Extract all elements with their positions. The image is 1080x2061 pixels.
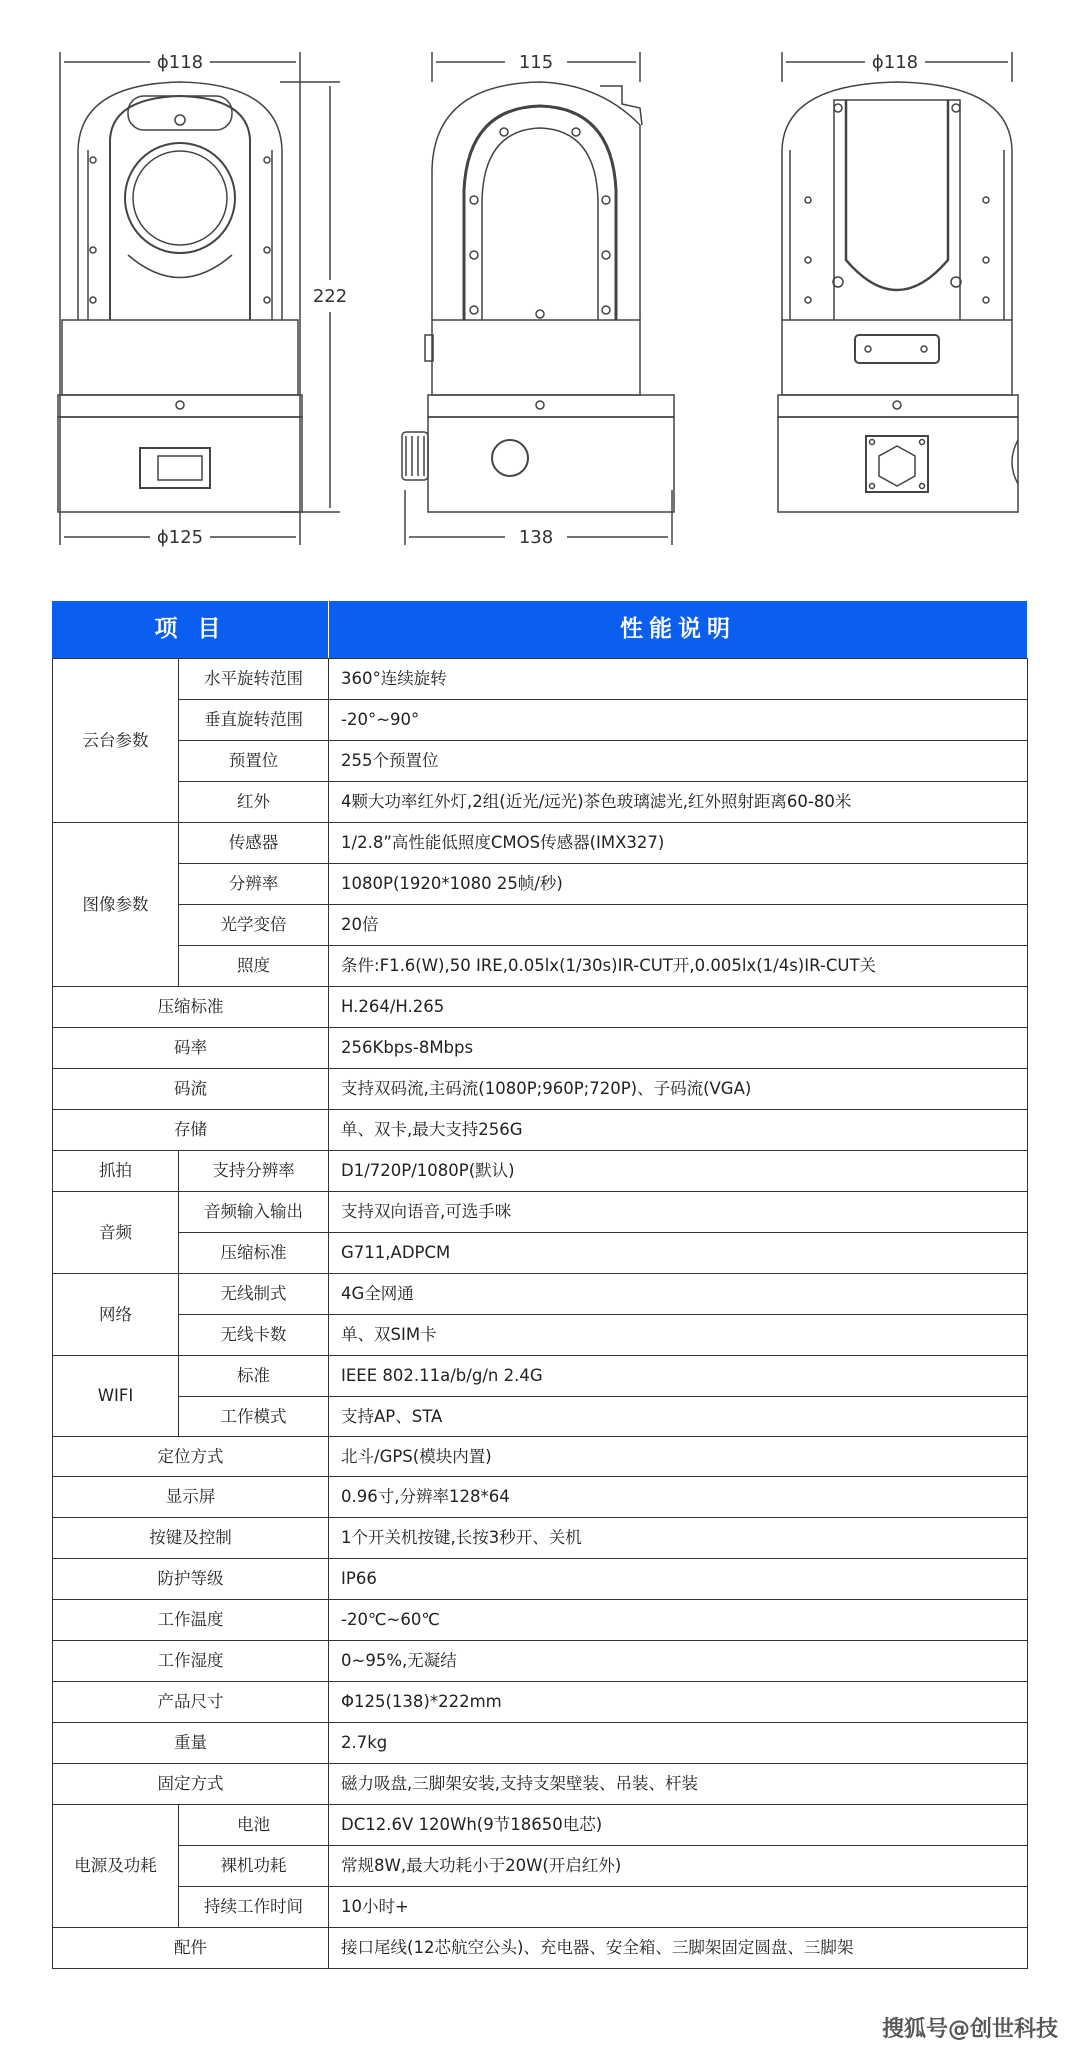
table-row xyxy=(53,1641,1028,1682)
value-cell: 1/2.8”高性能低照度CMOS传感器(IMX327) xyxy=(329,823,1028,864)
table-row xyxy=(53,1151,1028,1192)
value-cell: 磁力吸盘,三脚架安装,支持支架壁装、吊装、杆装 xyxy=(329,1764,1028,1805)
table-row xyxy=(53,1764,1028,1805)
category-cell: 显示屏 xyxy=(53,1477,329,1518)
back-top-dim: ϕ118 xyxy=(871,52,919,73)
table-row xyxy=(53,1437,1028,1477)
watermark-text: 搜狐号@创世科技 xyxy=(881,2017,1058,2042)
category-cell: 网络 xyxy=(53,1274,179,1356)
table-row xyxy=(53,987,1028,1028)
category-cell: 配件 xyxy=(53,1928,329,1969)
value-cell: 支持AP、STA xyxy=(329,1397,1028,1437)
value-cell: H.264/H.265 xyxy=(329,987,1028,1028)
value-cell: 256Kbps-8Mbps xyxy=(329,1028,1028,1069)
value-cell: IP66 xyxy=(329,1559,1028,1600)
sub-item-cell: 压缩标准 xyxy=(179,1233,329,1274)
table-row xyxy=(53,782,1028,823)
value-cell: G711,ADPCM xyxy=(329,1233,1028,1274)
table-row xyxy=(53,659,1028,700)
category-cell: 固定方式 xyxy=(53,1764,329,1805)
table-row xyxy=(53,1846,1028,1887)
sub-item-cell: 无线卡数 xyxy=(179,1315,329,1356)
category-cell: 定位方式 xyxy=(53,1437,329,1477)
table-row xyxy=(53,1356,1028,1397)
table-row xyxy=(53,1274,1028,1315)
category-cell: 产品尺寸 xyxy=(53,1682,329,1723)
table-row xyxy=(53,1518,1028,1559)
table-row xyxy=(53,1887,1028,1928)
side-top-dim: 115 xyxy=(518,52,554,73)
product-drawings xyxy=(0,0,1080,560)
sub-item-cell: 光学变倍 xyxy=(179,905,329,946)
value-cell: 0.96寸,分辨率128*64 xyxy=(329,1477,1028,1518)
table-row xyxy=(53,1600,1028,1641)
sub-item-cell: 无线制式 xyxy=(179,1274,329,1315)
sub-item-cell: 持续工作时间 xyxy=(179,1887,329,1928)
value-cell: 360°连续旋转 xyxy=(329,659,1028,700)
sub-item-cell: 预置位 xyxy=(179,741,329,782)
table-row xyxy=(53,823,1028,864)
value-cell: 2.7kg xyxy=(329,1723,1028,1764)
table-row xyxy=(53,1069,1028,1110)
category-cell: WIFI xyxy=(53,1356,179,1437)
value-cell: IEEE 802.11a/b/g/n 2.4G xyxy=(329,1356,1028,1397)
category-cell: 图像参数 xyxy=(53,823,179,987)
sub-item-cell: 标准 xyxy=(179,1356,329,1397)
value-cell: 支持双向语音,可选手咪 xyxy=(329,1192,1028,1233)
table-row xyxy=(53,741,1028,782)
category-cell: 存储 xyxy=(53,1110,329,1151)
table-row xyxy=(53,1723,1028,1764)
value-cell: -20°~90° xyxy=(329,700,1028,741)
category-cell: 抓拍 xyxy=(53,1151,179,1192)
value-cell: -20℃~60℃ xyxy=(329,1600,1028,1641)
sub-item-cell: 传感器 xyxy=(179,823,329,864)
side-bottom-dim: 138 xyxy=(518,527,554,548)
category-cell: 云台参数 xyxy=(53,659,179,823)
sub-item-cell: 电池 xyxy=(179,1805,329,1846)
category-cell: 码流 xyxy=(53,1069,329,1110)
front-view-drawing xyxy=(58,52,340,545)
table-row xyxy=(53,1315,1028,1356)
table-header-row xyxy=(53,602,1028,659)
value-cell: 1080P(1920*1080 25帧/秒) xyxy=(329,864,1028,905)
category-cell: 防护等级 xyxy=(53,1559,329,1600)
category-cell: 电源及功耗 xyxy=(53,1805,179,1928)
front-bottom-dim: ϕ125 xyxy=(156,527,204,548)
value-cell: 20倍 xyxy=(329,905,1028,946)
category-cell: 音频 xyxy=(53,1192,179,1274)
table-row xyxy=(53,1559,1028,1600)
header-item: 项 目 xyxy=(53,602,329,659)
spec-table xyxy=(52,601,1028,1969)
table-row xyxy=(53,864,1028,905)
value-cell: 0~95%,无凝结 xyxy=(329,1641,1028,1682)
table-row xyxy=(53,1028,1028,1069)
sub-item-cell: 音频输入输出 xyxy=(179,1192,329,1233)
value-cell: 单、双卡,最大支持256G xyxy=(329,1110,1028,1151)
value-cell: 单、双SIM卡 xyxy=(329,1315,1028,1356)
table-row xyxy=(53,1233,1028,1274)
category-cell: 码率 xyxy=(53,1028,329,1069)
table-row xyxy=(53,1477,1028,1518)
front-height-dim: 222 xyxy=(312,286,348,307)
category-cell: 工作湿度 xyxy=(53,1641,329,1682)
table-row xyxy=(53,946,1028,987)
value-cell: 接口尾线(12芯航空公头)、充电器、安全箱、三脚架固定圆盘、三脚架 xyxy=(329,1928,1028,1969)
category-cell: 重量 xyxy=(53,1723,329,1764)
value-cell: 常规8W,最大功耗小于20W(开启红外) xyxy=(329,1846,1028,1887)
table-row xyxy=(53,1397,1028,1437)
table-row xyxy=(53,1110,1028,1151)
value-cell: 4颗大功率红外灯,2组(近光/远光)茶色玻璃滤光,红外照射距离60-80米 xyxy=(329,782,1028,823)
table-row xyxy=(53,905,1028,946)
value-cell: 1个开关机按键,长按3秒开、关机 xyxy=(329,1518,1028,1559)
value-cell: D1/720P/1080P(默认) xyxy=(329,1151,1028,1192)
table-row xyxy=(53,700,1028,741)
value-cell: 条件:F1.6(W),50 IRE,0.05lx(1/30s)IR-CUT开,0.005lx(1/4s)IR-CUT关 xyxy=(329,946,1028,987)
back-view-drawing xyxy=(778,52,1018,512)
table-row xyxy=(53,1805,1028,1846)
value-cell: 255个预置位 xyxy=(329,741,1028,782)
value-cell: 支持双码流,主码流(1080P;960P;720P)、子码流(VGA) xyxy=(329,1069,1028,1110)
sub-item-cell: 工作模式 xyxy=(179,1397,329,1437)
category-cell: 按键及控制 xyxy=(53,1518,329,1559)
category-cell: 工作温度 xyxy=(53,1600,329,1641)
header-performance: 性能说明 xyxy=(329,602,1028,659)
table-row xyxy=(53,1192,1028,1233)
table-row xyxy=(53,1682,1028,1723)
value-cell: DC12.6V 120Wh(9节18650电芯) xyxy=(329,1805,1028,1846)
sub-item-cell: 水平旋转范围 xyxy=(179,659,329,700)
side-view-drawing xyxy=(402,52,674,545)
sub-item-cell: 照度 xyxy=(179,946,329,987)
sub-item-cell: 垂直旋转范围 xyxy=(179,700,329,741)
category-cell: 压缩标准 xyxy=(53,987,329,1028)
sub-item-cell: 分辨率 xyxy=(179,864,329,905)
value-cell: 北斗/GPS(模块内置) xyxy=(329,1437,1028,1477)
sub-item-cell: 支持分辨率 xyxy=(179,1151,329,1192)
sub-item-cell: 裸机功耗 xyxy=(179,1846,329,1887)
table-row xyxy=(53,1928,1028,1969)
value-cell: 4G全网通 xyxy=(329,1274,1028,1315)
sub-item-cell: 红外 xyxy=(179,782,329,823)
front-top-dim: ϕ118 xyxy=(156,52,204,73)
value-cell: 10小时+ xyxy=(329,1887,1028,1928)
value-cell: Φ125(138)*222mm xyxy=(329,1682,1028,1723)
